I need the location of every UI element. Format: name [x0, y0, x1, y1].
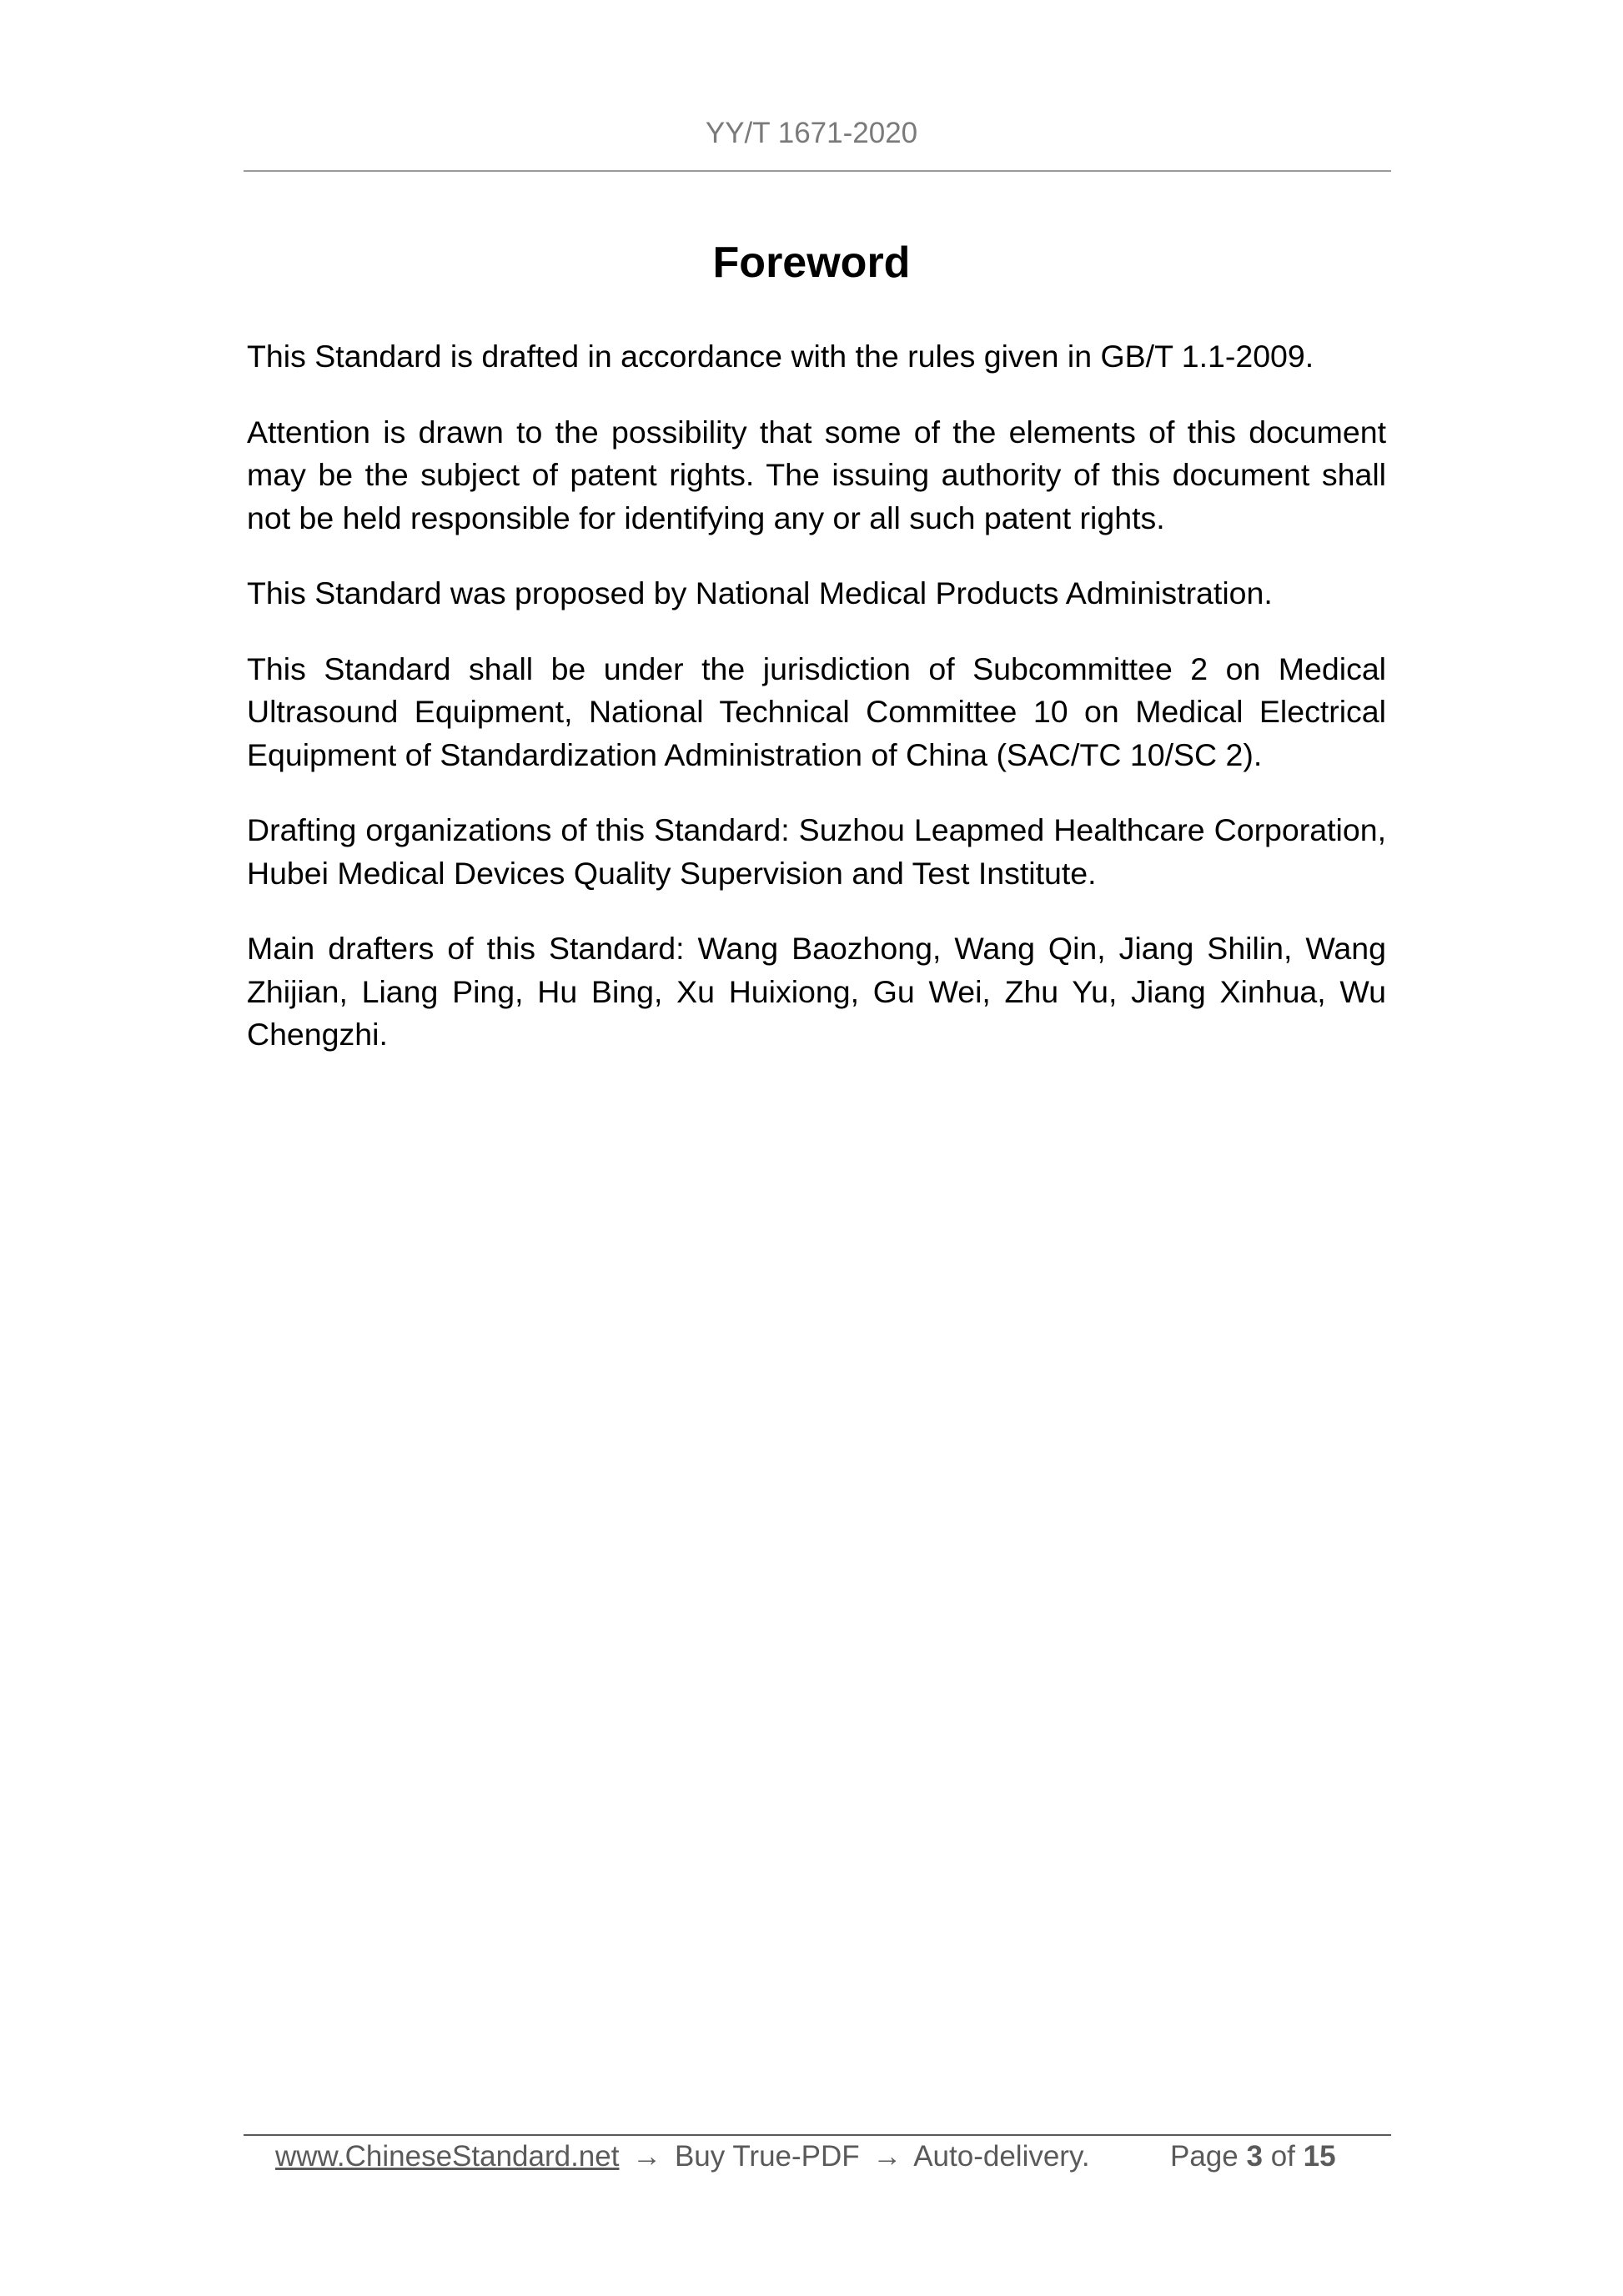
document-code-header: YY/T 1671-2020	[705, 117, 918, 149]
delivery-text: Auto-delivery.	[913, 2140, 1090, 2173]
footer-promo	[275, 2138, 1090, 2175]
page-title: Foreword	[712, 239, 911, 287]
header-divider	[244, 170, 1391, 172]
footer-divider	[244, 2134, 1391, 2136]
total-page-count: 15	[1303, 2140, 1336, 2173]
current-page-number: 3	[1246, 2140, 1263, 2173]
buy-text: Buy True-PDF	[674, 2140, 860, 2173]
right-arrow-icon: →	[872, 2140, 902, 2173]
foreword-body	[247, 335, 1386, 1089]
right-arrow-icon: →	[632, 2140, 662, 2173]
paragraph-drafting-rules: This Standard is drafted in accordance with the rules given in GB/T 1.1-2009.	[247, 339, 1314, 374]
paragraph-patent-notice: Attention is drawn to the possibility that some of the elements of this document may be the subject of patent rights. The issuing authority of this document shall not be held responsible for identifying any or all such patent rights.	[247, 414, 1386, 535]
page-footer	[275, 2138, 1376, 2175]
page-label: Page	[1170, 2140, 1239, 2173]
paragraph-proposer: This Standard was proposed by National Medical Products Administration.	[247, 575, 1273, 610]
paragraph-main-drafters: Main drafters of this Standard: Wang Baozhong, Wang Qin, Jiang Shilin, Wang Zhijian, Liang Ping, Hu Bing, Xu Huixiong, Gu Wei, Zhu Yu, Jiang Xinhua, Wu Chengzhi.	[247, 931, 1386, 1052]
site-link[interactable]: www.ChineseStandard.net	[275, 2140, 620, 2173]
paragraph-jurisdiction: This Standard shall be under the jurisdiction of Subcommittee 2 on Medical Ultrasound Equipment, National Technical Committee 10 on Medical Electrical Equipment of Standardization Administration of China (SAC/TC 10/SC 2).	[247, 651, 1386, 772]
paragraph-drafting-organizations: Drafting organizations of this Standard: Suzhou Leapmed Healthcare Corporation, Hubei Medical Devices Quality Supervision and Test Institute.	[247, 812, 1386, 891]
page-of-label: of	[1270, 2140, 1295, 2173]
page-indicator	[1170, 2138, 1336, 2175]
